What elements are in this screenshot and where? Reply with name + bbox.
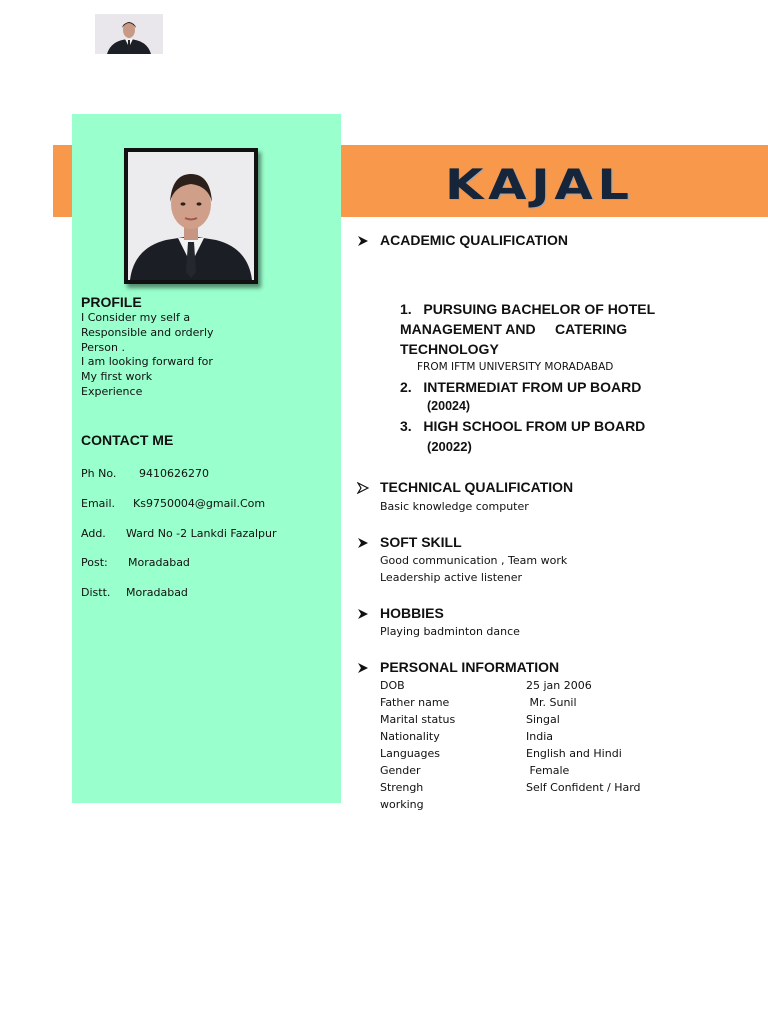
profile-line: Responsible and orderly: [81, 325, 214, 339]
contact-label: Add.: [81, 527, 106, 540]
hobbies-text: Playing badminton dance: [380, 625, 520, 638]
personal-value: 25 jan 2006: [526, 679, 592, 692]
phone-value: 9410626270: [139, 467, 209, 480]
contact-email: [81, 497, 336, 512]
personal-value: Self Confident / Hard: [526, 781, 641, 794]
personal-label: Strengh: [380, 781, 424, 794]
academic-item-line: TECHNOLOGY: [400, 341, 499, 357]
personal-row: [380, 781, 680, 798]
academic-heading: ACADEMIC QUALIFICATION: [380, 232, 568, 248]
contact-heading: CONTACT ME: [81, 432, 174, 448]
profile-heading: PROFILE: [81, 294, 142, 310]
arrow-bullet-icon: [357, 235, 369, 247]
contact-post: [81, 556, 336, 571]
academic-year: (20022): [427, 439, 472, 454]
personal-table: [380, 679, 700, 819]
person-portrait-icon: [95, 14, 163, 54]
contact-label: Email.: [81, 497, 116, 510]
arrow-bullet-icon: [357, 482, 369, 494]
academic-item-line: MANAGEMENT AND CATERING: [400, 321, 628, 337]
academic-item-3: [400, 416, 660, 436]
profile-line: I am looking forward for: [81, 355, 213, 369]
degree-name: PURSUING BACHELOR OF HOTEL: [423, 301, 656, 317]
profile-photo: [128, 152, 254, 280]
academic-year: (20024): [427, 399, 471, 413]
personal-row-wrap: [380, 798, 680, 815]
item-number: 1.: [400, 301, 412, 317]
address-value: Ward No -2 Lankdi Fazalpur: [126, 527, 277, 540]
contact-label: Post:: [81, 556, 108, 569]
personal-row: [380, 730, 680, 747]
arrow-bullet-icon: [357, 608, 369, 620]
technical-heading: TECHNICAL QUALIFICATION: [380, 479, 574, 495]
personal-value: Mr. Sunil: [526, 696, 577, 709]
soft-skill-heading: SOFT SKILL: [380, 534, 462, 550]
profile-line: Person .: [81, 340, 125, 354]
contact-phone: [81, 467, 336, 482]
personal-label: Marital status: [380, 713, 456, 726]
personal-row: [380, 764, 680, 781]
qualification-name: INTERMEDIAT FROM UP BOARD: [423, 379, 642, 395]
post-value: Moradabad: [128, 556, 190, 569]
personal-row: [380, 713, 680, 730]
academic-item-line: [400, 377, 660, 397]
soft-skill-line: Good communication , Team work: [380, 554, 568, 567]
personal-row: [380, 696, 680, 713]
item-number: 3.: [400, 418, 412, 434]
personal-wrap-text: working: [380, 798, 424, 811]
candidate-name: KAJAL: [445, 160, 634, 209]
hobbies-heading: HOBBIES: [380, 605, 444, 621]
technical-text: Basic knowledge computer: [380, 500, 529, 513]
academic-item-line: [400, 299, 660, 319]
academic-item-2: [400, 377, 660, 397]
person-portrait-icon: [128, 152, 254, 280]
header-band-left: [53, 145, 72, 217]
profile-line: My first work: [81, 370, 153, 384]
contact-label: Distt.: [81, 586, 111, 599]
qualification-name: HIGH SCHOOL FROM UP BOARD: [423, 418, 646, 434]
profile-text: [81, 311, 321, 400]
personal-value: Singal: [526, 713, 560, 726]
arrow-bullet-icon: [357, 662, 369, 674]
profile-line: I Consider my self a: [81, 311, 191, 324]
personal-label: Nationality: [380, 730, 440, 743]
profile-photo-frame: [124, 148, 258, 284]
arrow-bullet-icon: [357, 537, 369, 549]
academic-item-1: [400, 299, 660, 359]
soft-skill-line: Leadership active listener: [380, 571, 523, 584]
university-name: FROM IFTM UNIVERSITY MORADABAD: [417, 361, 614, 373]
personal-value: India: [526, 730, 553, 743]
small-profile-photo: [95, 14, 163, 54]
personal-row: [380, 747, 680, 764]
contact-district: [81, 586, 336, 601]
academic-item-line: [400, 416, 660, 436]
personal-label: Languages: [380, 747, 441, 760]
contact-label: Ph No.: [81, 467, 117, 480]
contact-address: [81, 527, 336, 542]
personal-heading: PERSONAL INFORMATION: [380, 659, 560, 675]
personal-label: Gender: [380, 764, 421, 777]
personal-label: Father name: [380, 696, 450, 709]
item-number: 2.: [400, 379, 412, 395]
personal-row: [380, 679, 680, 696]
district-value: Moradabad: [126, 586, 188, 599]
personal-value: Female: [526, 764, 570, 777]
personal-value: English and Hindi: [526, 747, 622, 760]
personal-label: DOB: [380, 679, 405, 692]
email-value: Ks9750004@gmail.Com: [133, 497, 266, 510]
profile-line: Experience: [81, 384, 143, 398]
